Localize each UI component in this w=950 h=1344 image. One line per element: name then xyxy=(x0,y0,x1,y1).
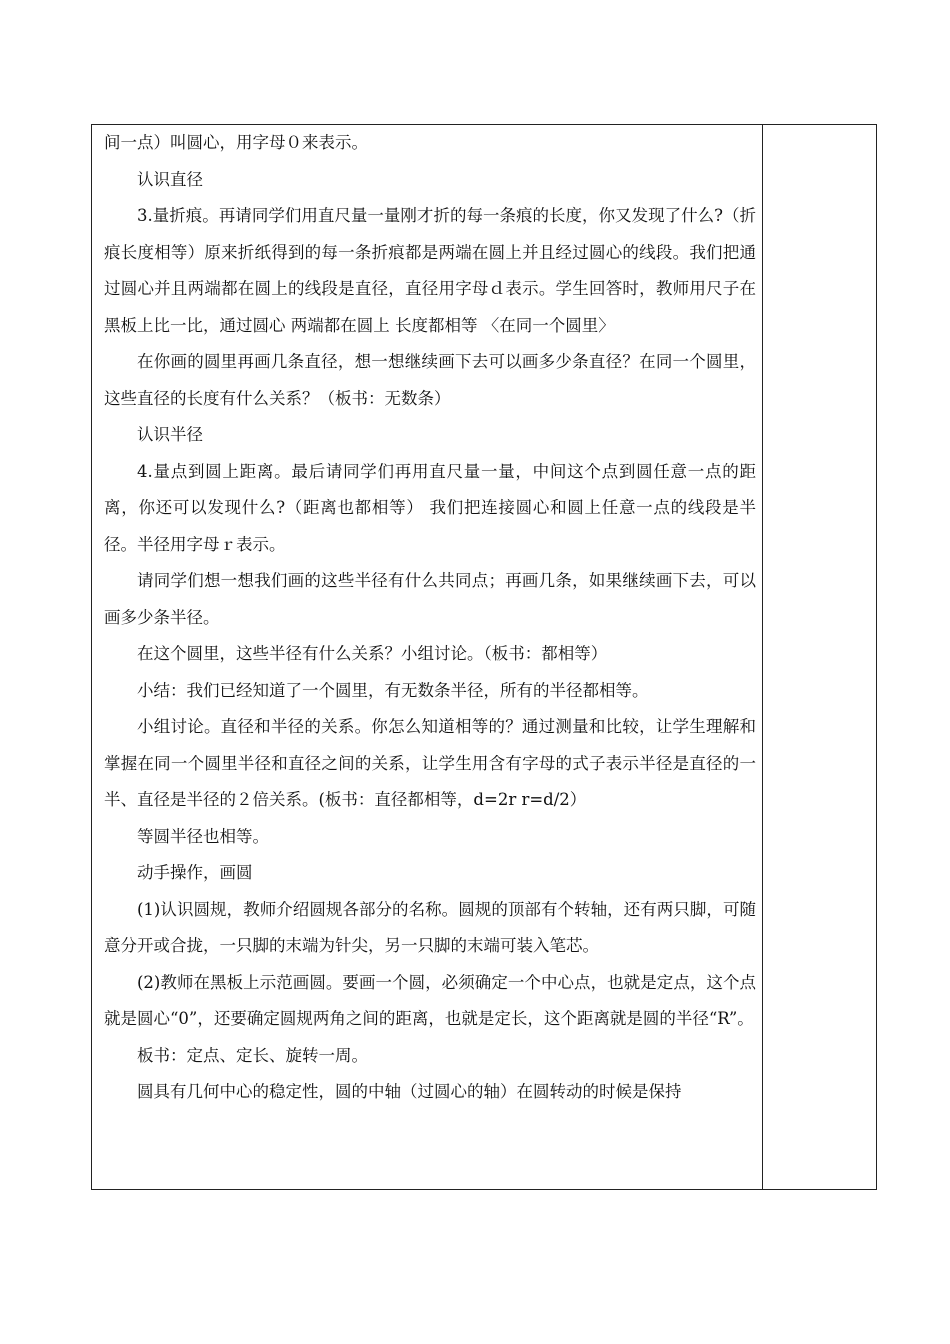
paragraph-summary: 小结：我们已经知道了一个圆里，有无数条半径，所有的半径都相等。 xyxy=(137,680,649,700)
paragraph-radius-common: 请同学们想一想我们画的这些半径有什么共同点；再画几条，如果继续画下去，可以画多少条半径。 xyxy=(104,571,756,627)
paragraph-measure-crease: 3.量折痕。再请同学们用直尺量一量刚才折的每一条痕的长度，你又发现了什么?（折痕长度相等）原来折纸得到的每一条折痕都是两端在圆上并且经过圆心的线段。我们把通过圆心并且两端都在圆上的线段是直径，直径用字母ｄ表示。学生回答时，教师用尺子在黑板上比一比，通过圆心 两端都在圆上 长度都相等 〈在同一个圆里〉 xyxy=(104,206,756,335)
paragraph-radius-relation: 在这个圆里，这些半径有什么关系？小组讨论。（板书：都相等） xyxy=(137,644,608,663)
heading-draw-circle: 动手操作，画圆 xyxy=(137,863,253,882)
paragraph-1: 间一点）叫圆心，用字母０来表示。 xyxy=(104,133,368,152)
paragraph-compass-intro: (1)认识圆规，教师介绍圆规各部分的名称。圆规的顶部有个转轴，还有两只脚，可随意分开或合拢，一只脚的末端为针尖，另一只脚的末端可装入笔芯。 xyxy=(104,899,756,955)
paragraph-board-note: 板书：定点、定长、旋转一周。 xyxy=(137,1045,368,1065)
paragraph-stability: 圆具有几何中心的稳定性，圆的中轴（过圆心的轴）在圆转动的时候是保持 xyxy=(137,1082,682,1101)
paragraph-group-discussion: 小组讨论。直径和半径的关系。你怎么知道相等的？通过测量和比较，让学生理解和掌握在同一个圆里半径和直径之间的关系，让学生用含有字母的式子表示半径是直径的一半、直径是半径的２倍关系。(板书：直径都相等，d=2r r=d/2） xyxy=(104,717,756,809)
paragraph-demonstration: (2)教师在黑板上示范画圆。要画一个圆，必须确定一个中心点，也就是定点，这个点就是圆心“0”，还要确定圆规两角之间的距离，也就是定长，这个距离就是圆的半径“R”。 xyxy=(104,972,756,1028)
paragraph-draw-diameters: 在你画的圆里再画几条直径，想一想继续画下去可以画多少条直径？在同一个圆里，这些直径的长度有什么关系？（板书：无数条） xyxy=(104,352,756,408)
lesson-content-cell xyxy=(104,125,756,1189)
lesson-plan-table xyxy=(91,124,877,1190)
paragraph-measure-distance: 4.量点到圆上距离。最后请同学们再用直尺量一量，中间这个点到圆任意一点的距离，你还可以发现什么?（距离也都相等） 我们把连接圆心和圆上任意一点的线段是半径。半径用字母ｒ表示。 xyxy=(104,461,756,554)
heading-radius: 认识半径 xyxy=(137,425,203,444)
heading-diameter: 认识直径 xyxy=(137,169,203,189)
paragraph-equal-circles: 等圆半径也相等。 xyxy=(137,826,269,846)
column-divider xyxy=(762,125,763,1189)
notes-cell xyxy=(764,125,876,1189)
